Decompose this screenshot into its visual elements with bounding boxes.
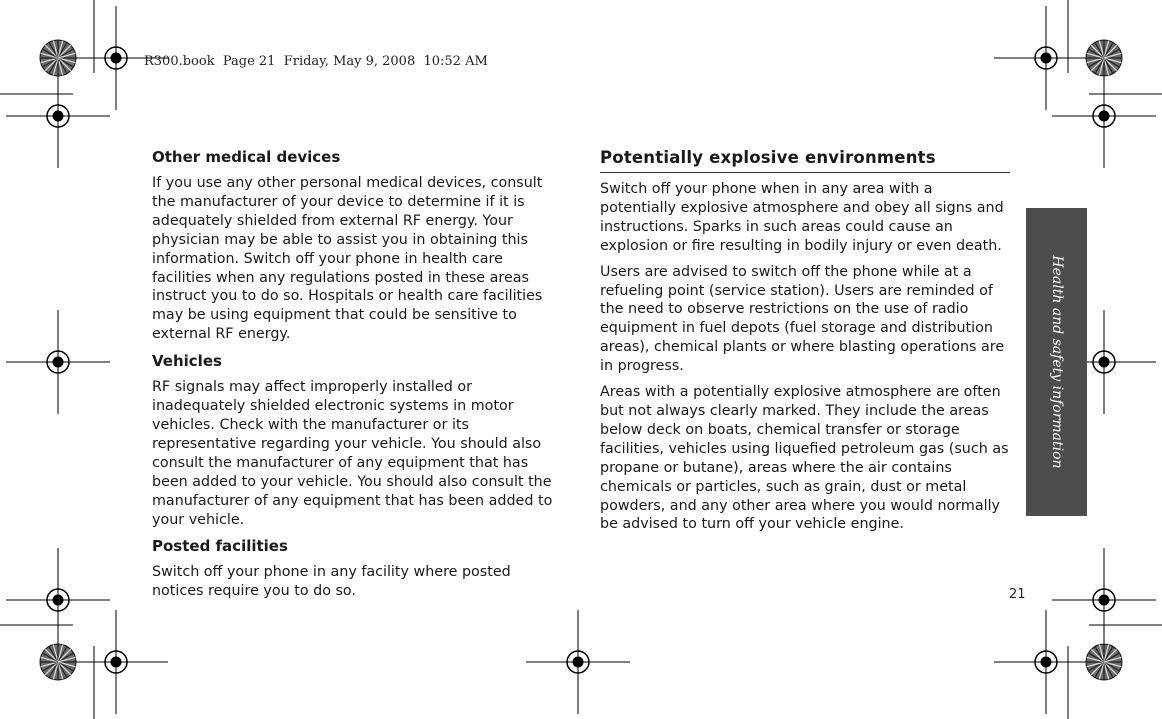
section-heading-explosive-environments: Potentially explosive environments xyxy=(600,147,1010,173)
section-paragraph: Switch off your phone in any facility where posted notices require you to do so. xyxy=(152,564,511,600)
section-paragraph: Areas with a potentially explosive atmosphere are often but not always clearly marked. They include the areas below deck on boats, chemical transfer or storage facilities, vehicles using liquefied petroleum gas (such as propane or butane), areas where the air contains chemicals or particles, such as grain, dust or metal powders, and any other area where you would normally be advised to turn off your vehicle engine. xyxy=(600,384,1009,533)
section-paragraph: If you use any other personal medical devices, consult the manufacturer of your device to determine if it is adequately shielded from external RF energy. Your physician may be able to assist you in obtaining this information. Switch off your phone in health care facilities when any regulations posted in these areas instruct you to do so. Hospitals or health care facilities may be using equipment that could be sensitive to external RF energy. xyxy=(152,175,543,343)
registration-mark xyxy=(6,310,110,414)
right-column xyxy=(600,147,1010,541)
color-target-mark xyxy=(40,40,76,76)
section-paragraph: Switch off your phone when in any area with a potentially explosive atmosphere and obey all signs and instructions. Sparks in such areas could cause an explosion or fire resulting in bodily injury or even death. xyxy=(600,181,1004,254)
color-target-mark xyxy=(1086,40,1122,76)
section-heading: Vehicles xyxy=(152,352,222,371)
registration-mark xyxy=(994,6,1098,110)
chapter-side-tab xyxy=(1026,208,1087,516)
section-vehicles xyxy=(152,351,562,529)
section-paragraph: Users are advised to switch off the phone while at a refueling point (service station). Users are reminded of the need to observe restrictions on the use of radio equipment in fuel depots (fuel storage and distribution areas), chemical plants or where blasting operations are in progress. xyxy=(600,263,1005,375)
section-paragraph: RF signals may affect improperly installed or inadequately shielded electronic systems in motor vehicles. Check with the manufacturer or its representative regarding your vehicle. You should also consult the manufacturer of any equipment that has been added to your vehicle. You should also consult the manufacturer of any equipment that has been added to your vehicle. xyxy=(152,379,553,528)
chapter-side-tab-label: Health and safety information xyxy=(1048,255,1065,469)
registration-mark xyxy=(64,610,168,714)
color-target-mark xyxy=(1086,644,1122,680)
registration-mark xyxy=(6,548,110,652)
section-posted-facilities xyxy=(152,536,562,601)
color-target-mark xyxy=(40,644,76,680)
section-heading: Other medical devices xyxy=(152,148,341,166)
registration-mark xyxy=(994,610,1098,714)
registration-mark xyxy=(6,64,110,168)
section-heading: Posted facilities xyxy=(152,537,288,556)
left-column xyxy=(152,147,562,608)
registration-mark xyxy=(1052,64,1156,168)
print-header: R300.book Page 21 Friday, May 9, 2008 10:52 AM xyxy=(144,54,488,69)
page-number: 21 xyxy=(1009,587,1026,602)
registration-mark xyxy=(1052,548,1156,652)
section-other-medical-devices xyxy=(152,147,562,344)
registration-mark xyxy=(526,610,630,714)
